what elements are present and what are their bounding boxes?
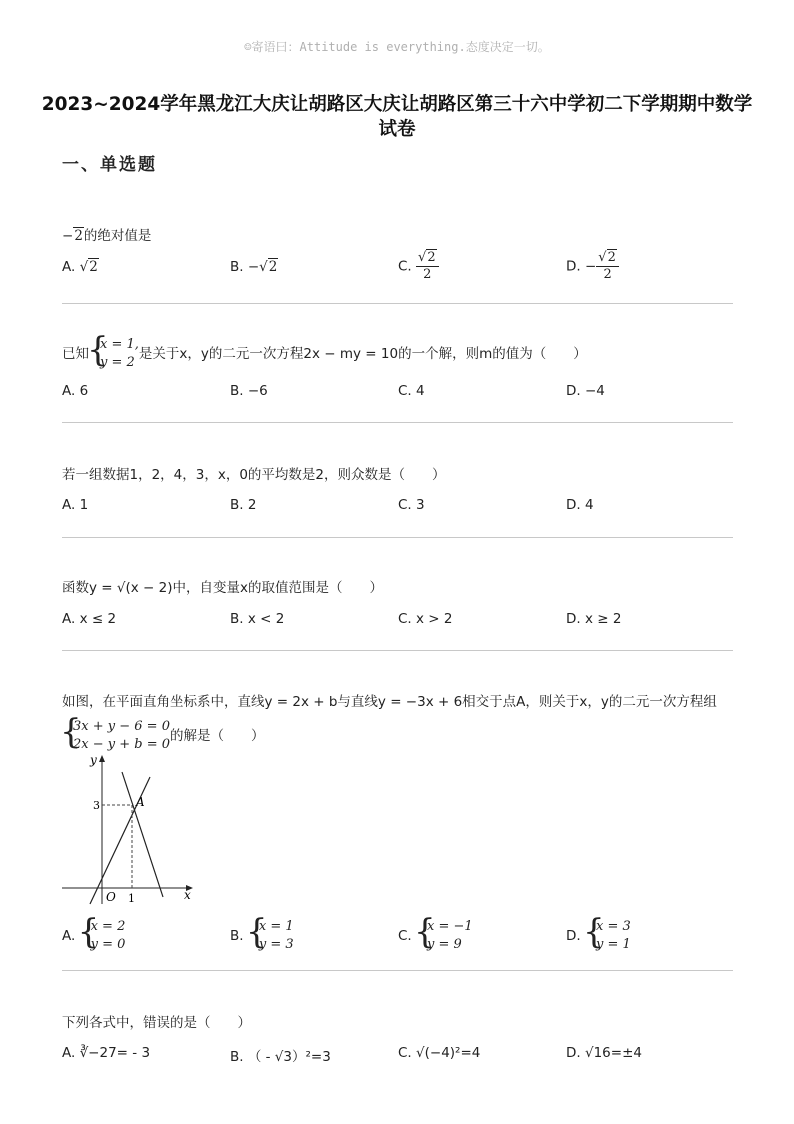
q5-option-c[interactable]: C. { x = −1 y = 9 [398,918,473,954]
q1-option-b[interactable]: B. −√2 [230,259,278,275]
point-a-label: A [136,795,145,809]
question-4: 函数y = √(x − 2)中，自变量x的取值范围是（ ） [62,580,383,596]
q4-option-d[interactable]: D. x ≥ 2 [566,611,622,627]
q3-option-d[interactable]: D. 4 [566,497,594,513]
question-3: 若一组数据1，2，4，3，x，0的平均数是2，则众数是（ ） [62,467,446,483]
question-6: 下列各式中，错误的是（ ） [62,1015,251,1031]
q3-option-b[interactable]: B. 2 [230,497,257,513]
q1-stem: 的绝对值是 [83,228,152,244]
q3-option-a[interactable]: A. 1 [62,497,89,513]
motto: ☺寄语曰：Attitude is everything.态度决定一切。 [244,40,550,54]
q6-option-b[interactable]: B. （ - √3）²=3 [230,1049,331,1065]
q1-option-c[interactable]: C. $\frac{√2}{2}$ [398,250,439,283]
q6-option-c[interactable]: C. √(−4)²=4 [398,1045,481,1061]
q5-option-a[interactable]: A. { x = 2 y = 0 [62,918,125,954]
q1-math: −2 [62,228,83,244]
q2-option-c[interactable]: C. 4 [398,383,425,399]
q6-option-a[interactable]: A. ∛−27= - 3 [62,1045,151,1061]
x-label: x [184,888,191,902]
tick-x-label: 1 [128,892,135,905]
q1-option-d[interactable]: D. − $\frac{√2}{2}$ [566,250,619,283]
divider [62,970,733,971]
divider [62,650,733,651]
q6-option-d[interactable]: D. √16=±4 [566,1045,642,1061]
question-5-system: { 3x + y − 6 = 0 2x − y + b = 0 的解是（ ） [62,718,265,754]
q5-option-b[interactable]: B. { x = 1 y = 3 [230,918,294,954]
coordinate-graph [60,752,200,907]
q2-option-a[interactable]: A. 6 [62,383,89,399]
q4-option-c[interactable]: C. x > 2 [398,611,453,627]
divider [62,537,733,538]
divider [62,303,733,304]
page-title: 2023~2024学年黑龙江大庆让胡路区大庆让胡路区第三十六中学初二下学期期中数学试卷 [41,94,753,140]
q4-option-a[interactable]: A. x ≤ 2 [62,611,117,627]
tick-y-label: 3 [93,799,100,812]
q1-option-a[interactable]: A. √2 [62,259,98,275]
q2-system: { x = 1, y = 2 [89,336,139,372]
q4-option-b[interactable]: B. x < 2 [230,611,285,627]
section-heading: 一、单选题 [62,155,157,175]
y-label: y [90,753,97,767]
question-2: 已知 { x = 1, y = 2 是关于x，y的二元一次方程2x − my = 10的一个解，则m的值为（ ） [62,336,587,372]
question-5: 如图，在平面直角坐标系中，直线y = 2x + b与直线y = −3x + 6相交于点A，则关于x，y的二元一次方程组 [62,694,717,710]
line-neg3x-plus-6 [122,772,163,897]
q2-option-d[interactable]: D. −4 [566,383,605,399]
y-arrow-icon [99,755,105,762]
divider [62,422,733,423]
q2-stem: 是关于x，y的二元一次方程2x − my = 10的一个解，则m的值为（ ） [138,346,587,362]
q2-option-b[interactable]: B. −6 [230,383,268,399]
q3-option-c[interactable]: C. 3 [398,497,425,513]
origin-label: O [106,890,116,904]
q5-option-d[interactable]: D. { x = 3 y = 1 [566,918,631,954]
question-1 [62,226,151,246]
